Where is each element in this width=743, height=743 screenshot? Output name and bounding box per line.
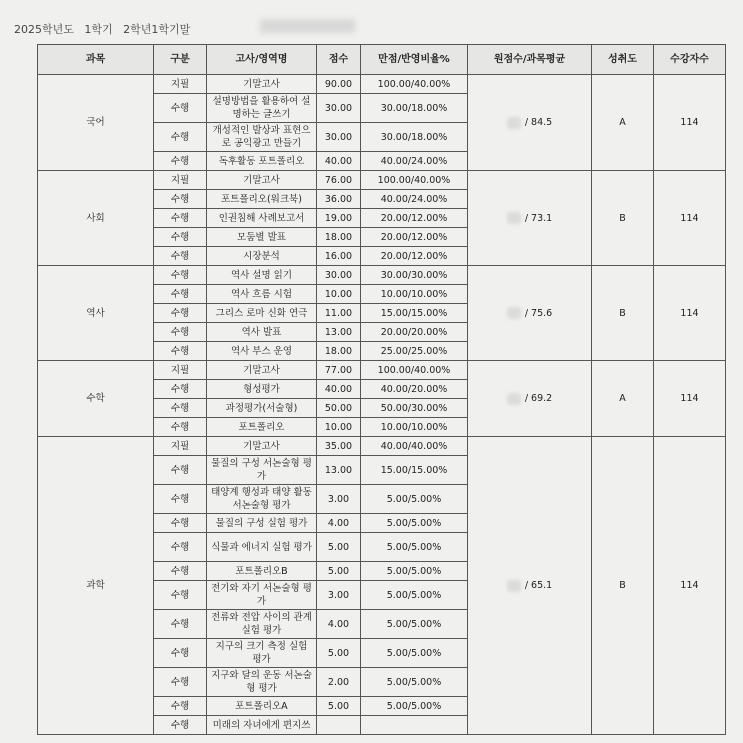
ratio-value: 100.00/40.00% bbox=[361, 361, 468, 380]
exam-name: 전류와 전압 사이의 관계 실험 평가 bbox=[207, 610, 317, 639]
header-row bbox=[38, 45, 726, 75]
header-raw-mean: 원점수/과목평균 bbox=[468, 45, 592, 75]
ratio-value: 5.00/5.00% bbox=[361, 668, 468, 697]
score-value: 10.00 bbox=[317, 418, 361, 437]
row-type: 수행 bbox=[154, 342, 207, 361]
row-type: 수행 bbox=[154, 190, 207, 209]
subject-name: 과학 bbox=[38, 437, 154, 735]
raw-score-mean bbox=[468, 437, 592, 735]
exam-name: 포트폴리오 bbox=[207, 418, 317, 437]
exam-name: 과정평가(서술형) bbox=[207, 399, 317, 418]
score-value: 5.00 bbox=[317, 533, 361, 562]
score-value: 40.00 bbox=[317, 152, 361, 171]
exam-name: 독후활동 포트폴리오 bbox=[207, 152, 317, 171]
row-type: 수행 bbox=[154, 581, 207, 610]
student-count: 114 bbox=[654, 75, 726, 171]
row-type: 수행 bbox=[154, 380, 207, 399]
course-mean: / 84.5 bbox=[524, 117, 553, 128]
course-mean: / 73.1 bbox=[524, 212, 553, 224]
row-type: 지필 bbox=[154, 171, 207, 190]
score-value: 3.00 bbox=[317, 485, 361, 514]
ratio-value: 5.00/5.00% bbox=[361, 485, 468, 514]
ratio-value: 10.00/10.00% bbox=[361, 285, 468, 304]
row-type: 수행 bbox=[154, 610, 207, 639]
score-value: 40.00 bbox=[317, 380, 361, 399]
student-count: 114 bbox=[654, 437, 726, 735]
score-value: 13.00 bbox=[317, 323, 361, 342]
row-type: 지필 bbox=[154, 437, 207, 456]
exam-name: 설명방법을 활용하여 설명하는 글쓰기 bbox=[207, 94, 317, 123]
achievement-grade: B bbox=[592, 171, 654, 266]
exam-name: 형성평가 bbox=[207, 380, 317, 399]
raw-score-mean bbox=[468, 266, 592, 361]
exam-name: 시장분석 bbox=[207, 247, 317, 266]
exam-name: 지구의 크기 측정 실험 평가 bbox=[207, 639, 317, 668]
achievement-grade: A bbox=[592, 75, 654, 171]
redacted-score bbox=[507, 307, 521, 319]
ratio-value: 25.00/25.00% bbox=[361, 342, 468, 361]
score-value: 5.00 bbox=[317, 562, 361, 581]
header-student-count: 수강자수 bbox=[654, 45, 726, 75]
exam-name: 역사 부스 운영 bbox=[207, 342, 317, 361]
ratio-value: 5.00/5.00% bbox=[361, 581, 468, 610]
exam-name: 포트폴리오B bbox=[207, 562, 317, 581]
ratio-value: 40.00/24.00% bbox=[361, 152, 468, 171]
exam-name: 지구와 달의 운동 서논술형 평가 bbox=[207, 668, 317, 697]
redacted-score bbox=[507, 580, 521, 592]
ratio-value: 15.00/15.00% bbox=[361, 456, 468, 485]
ratio-value: 100.00/40.00% bbox=[361, 75, 468, 94]
course-mean: / 75.6 bbox=[524, 307, 553, 319]
table-row bbox=[38, 361, 726, 380]
ratio-value: 10.00/10.00% bbox=[361, 418, 468, 437]
row-type: 수행 bbox=[154, 123, 207, 152]
score-value: 90.00 bbox=[317, 75, 361, 94]
ratio-value: 30.00/30.00% bbox=[361, 266, 468, 285]
ratio-value: 30.00/18.00% bbox=[361, 123, 468, 152]
header-ratio: 만점/반영비율% bbox=[361, 45, 468, 75]
ratio-value: 5.00/5.00% bbox=[361, 697, 468, 716]
ratio-value: 5.00/5.00% bbox=[361, 514, 468, 533]
score-value: 30.00 bbox=[317, 123, 361, 152]
header-score: 점수 bbox=[317, 45, 361, 75]
ratio-value: 20.00/20.00% bbox=[361, 323, 468, 342]
row-type: 수행 bbox=[154, 456, 207, 485]
row-type: 수행 bbox=[154, 285, 207, 304]
row-type: 수행 bbox=[154, 639, 207, 668]
achievement-grade: A bbox=[592, 361, 654, 437]
exam-name: 전기와 자기 서논술형 평가 bbox=[207, 581, 317, 610]
score-value: 18.00 bbox=[317, 342, 361, 361]
exam-name: 기말고사 bbox=[207, 171, 317, 190]
raw-score-mean bbox=[468, 171, 592, 266]
row-type: 수행 bbox=[154, 209, 207, 228]
grade-table bbox=[37, 44, 726, 735]
row-type: 수행 bbox=[154, 716, 207, 735]
row-type: 수행 bbox=[154, 562, 207, 581]
header-achievement: 성취도 bbox=[592, 45, 654, 75]
exam-name: 태양계 행성과 태양 활동 서논술형 평가 bbox=[207, 485, 317, 514]
ratio-value: 40.00/40.00% bbox=[361, 437, 468, 456]
score-value: 4.00 bbox=[317, 514, 361, 533]
exam-name: 그리스 로마 신화 연극 bbox=[207, 304, 317, 323]
row-type: 수행 bbox=[154, 399, 207, 418]
exam-name: 역사 설명 읽기 bbox=[207, 266, 317, 285]
student-count: 114 bbox=[654, 361, 726, 437]
row-type: 수행 bbox=[154, 418, 207, 437]
subject-name: 국어 bbox=[38, 75, 154, 171]
row-type: 수행 bbox=[154, 697, 207, 716]
achievement-grade: B bbox=[592, 437, 654, 735]
ratio-value: 5.00/5.00% bbox=[361, 639, 468, 668]
exam-name: 개성적인 발상과 표현으로 공익광고 만들기 bbox=[207, 123, 317, 152]
row-type: 수행 bbox=[154, 514, 207, 533]
row-type: 수행 bbox=[154, 323, 207, 342]
report-title: 2025학년도 1학기 2학년1학기말 bbox=[14, 23, 191, 36]
exam-name: 물질의 구성 실험 평가 bbox=[207, 514, 317, 533]
score-value: 35.00 bbox=[317, 437, 361, 456]
ratio-value: 20.00/12.00% bbox=[361, 228, 468, 247]
header-subject: 과목 bbox=[38, 45, 154, 75]
exam-name: 역사 발표 bbox=[207, 323, 317, 342]
redacted-name bbox=[260, 19, 355, 33]
redacted-score bbox=[507, 117, 521, 129]
row-type: 수행 bbox=[154, 304, 207, 323]
exam-name: 역사 흐름 시험 bbox=[207, 285, 317, 304]
row-type: 수행 bbox=[154, 228, 207, 247]
ratio-value: 40.00/20.00% bbox=[361, 380, 468, 399]
row-type: 수행 bbox=[154, 533, 207, 562]
ratio-value: 100.00/40.00% bbox=[361, 171, 468, 190]
redacted-score bbox=[507, 212, 521, 224]
exam-name: 모둠별 발표 bbox=[207, 228, 317, 247]
score-value: 2.00 bbox=[317, 668, 361, 697]
raw-score-mean bbox=[468, 75, 592, 171]
header-type: 구분 bbox=[154, 45, 207, 75]
score-value bbox=[317, 716, 361, 735]
table-row bbox=[38, 171, 726, 190]
ratio-value: 50.00/30.00% bbox=[361, 399, 468, 418]
table-row bbox=[38, 75, 726, 94]
score-value: 16.00 bbox=[317, 247, 361, 266]
exam-name: 포트폴리오(워크북) bbox=[207, 190, 317, 209]
exam-name: 미래의 자녀에게 편지쓰 bbox=[207, 716, 317, 735]
score-value: 19.00 bbox=[317, 209, 361, 228]
ratio-value: 5.00/5.00% bbox=[361, 610, 468, 639]
score-value: 50.00 bbox=[317, 399, 361, 418]
redacted-score bbox=[507, 393, 521, 405]
achievement-grade: B bbox=[592, 266, 654, 361]
score-value: 3.00 bbox=[317, 581, 361, 610]
student-count: 114 bbox=[654, 171, 726, 266]
score-value: 18.00 bbox=[317, 228, 361, 247]
score-value: 4.00 bbox=[317, 610, 361, 639]
ratio-value: 5.00/5.00% bbox=[361, 562, 468, 581]
score-value: 30.00 bbox=[317, 94, 361, 123]
exam-name: 인권침해 사례보고서 bbox=[207, 209, 317, 228]
row-type: 수행 bbox=[154, 266, 207, 285]
score-value: 5.00 bbox=[317, 697, 361, 716]
score-value: 77.00 bbox=[317, 361, 361, 380]
row-type: 수행 bbox=[154, 485, 207, 514]
ratio-value: 40.00/24.00% bbox=[361, 190, 468, 209]
exam-name: 물질의 구성 서논술형 평가 bbox=[207, 456, 317, 485]
row-type: 수행 bbox=[154, 94, 207, 123]
ratio-value: 15.00/15.00% bbox=[361, 304, 468, 323]
score-value: 10.00 bbox=[317, 285, 361, 304]
ratio-value: 30.00/18.00% bbox=[361, 94, 468, 123]
score-value: 30.00 bbox=[317, 266, 361, 285]
row-type: 수행 bbox=[154, 152, 207, 171]
subject-name: 사회 bbox=[38, 171, 154, 266]
ratio-value bbox=[361, 716, 468, 735]
exam-name: 기말고사 bbox=[207, 75, 317, 94]
row-type: 수행 bbox=[154, 247, 207, 266]
course-mean: / 65.1 bbox=[524, 580, 553, 591]
exam-name: 식물과 에너지 실험 평가 bbox=[207, 533, 317, 562]
exam-name: 기말고사 bbox=[207, 361, 317, 380]
ratio-value: 5.00/5.00% bbox=[361, 533, 468, 562]
score-value: 5.00 bbox=[317, 639, 361, 668]
score-value: 36.00 bbox=[317, 190, 361, 209]
score-value: 76.00 bbox=[317, 171, 361, 190]
row-type: 지필 bbox=[154, 361, 207, 380]
exam-name: 기말고사 bbox=[207, 437, 317, 456]
score-value: 13.00 bbox=[317, 456, 361, 485]
ratio-value: 20.00/12.00% bbox=[361, 209, 468, 228]
student-count: 114 bbox=[654, 266, 726, 361]
header-exam-name: 고사/영역명 bbox=[207, 45, 317, 75]
row-type: 수행 bbox=[154, 668, 207, 697]
subject-name: 수학 bbox=[38, 361, 154, 437]
course-mean: / 69.2 bbox=[524, 393, 553, 404]
ratio-value: 20.00/12.00% bbox=[361, 247, 468, 266]
exam-name: 포트폴리오A bbox=[207, 697, 317, 716]
raw-score-mean bbox=[468, 361, 592, 437]
table-row bbox=[38, 437, 726, 456]
row-type: 지필 bbox=[154, 75, 207, 94]
subject-name: 역사 bbox=[38, 266, 154, 361]
table-row bbox=[38, 266, 726, 285]
score-value: 11.00 bbox=[317, 304, 361, 323]
